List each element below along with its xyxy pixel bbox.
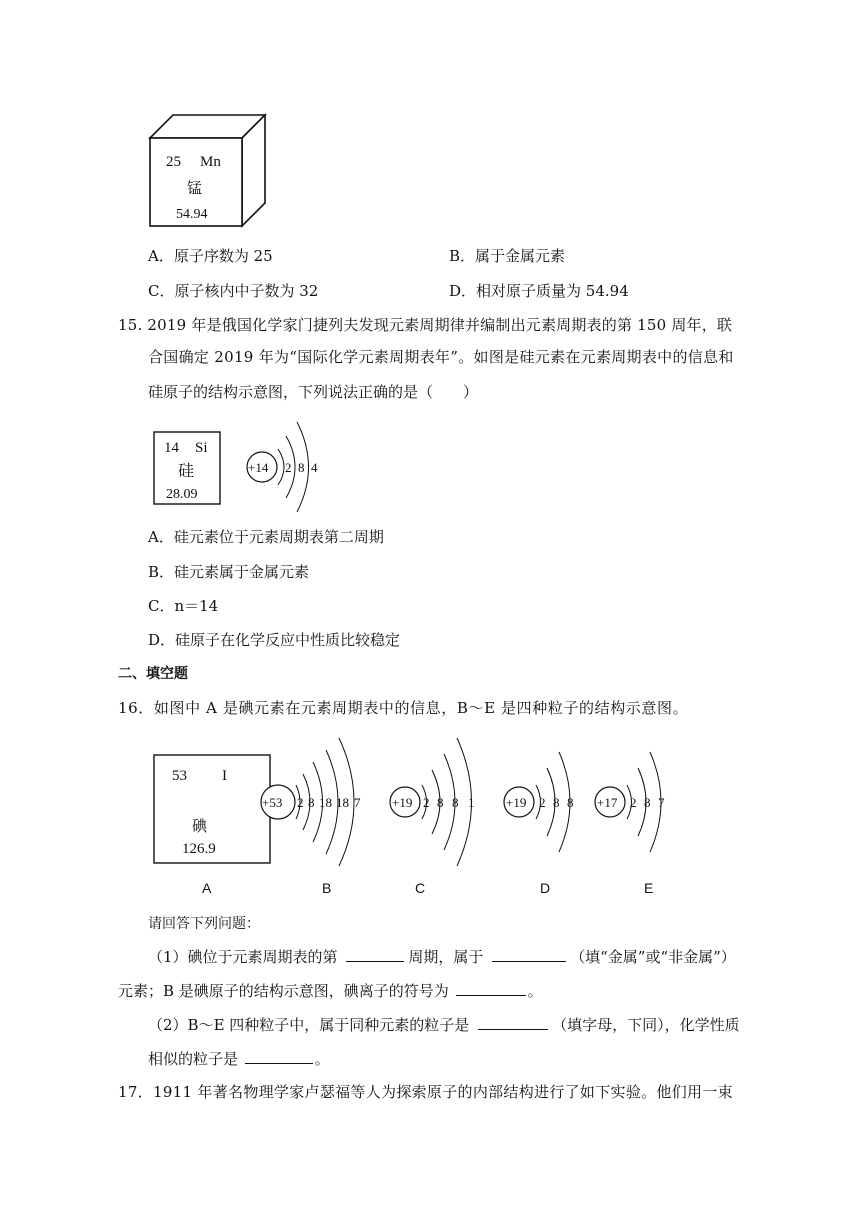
label-b: B (322, 880, 332, 896)
q15-option-a: A．硅元素位于元素周期表第二周期 (148, 528, 384, 546)
q16-part2-line2 (148, 1049, 330, 1069)
d-nucleus: +19 (506, 795, 527, 810)
q16-part1-line2 (118, 981, 543, 1001)
d-shell-1: 2 (539, 795, 546, 810)
d-shell-3: 8 (567, 795, 574, 810)
q16-p1-d: 元素；B 是碘原子的结构示意图，碘离子的符号为 (118, 982, 449, 1000)
q15-option-b: B．硅元素属于金属元素 (148, 563, 310, 581)
q15-option-c: C．n＝14 (148, 597, 219, 615)
q16-p2-a: （2）B～E 四种粒子中，属于同种元素的粒子是 (148, 1016, 470, 1034)
q15-line-3: 硅原子的结构示意图，下列说法正确的是（ ） (148, 383, 479, 401)
c-shell-3: 8 (452, 795, 459, 810)
si-symbol: Si (195, 440, 208, 456)
q14-option-b: B．属于金属元素 (449, 247, 566, 265)
q16-prompt: 请回答下列问题： (148, 916, 260, 932)
q16-p2-c: 相似的粒子是 (148, 1050, 239, 1068)
q16-line-1: 16．如图中 A 是碘元素在元素周期表中的信息，B～E 是四种粒子的结构示意图。 (118, 699, 689, 717)
label-d: D (540, 880, 551, 896)
si-element-figure (148, 412, 348, 512)
b-nucleus: +53 (262, 795, 283, 810)
metal-type-answer-blank[interactable] (492, 947, 566, 962)
b-shell-3: 18 (319, 795, 332, 810)
q16-figure (150, 730, 710, 900)
c-shell-1: 2 (423, 795, 430, 810)
mn-number: 25 (166, 154, 181, 170)
q14-option-d: D．相对原子质量为 54.94 (449, 282, 629, 300)
q16-p2-b: （填字母，下同），化学性质 (552, 1016, 740, 1034)
section-title: 二、填空题 (118, 666, 188, 682)
c-shell-2: 8 (437, 795, 444, 810)
q16-p1-a: （1）碘位于元素周期表的第 (148, 948, 338, 966)
q15-option-d: D．硅原子在化学反应中性质比较稳定 (148, 631, 401, 649)
si-nucleus: +14 (248, 460, 269, 475)
q15-line-2: 合国确定 2019 年为“国际化学元素周期表年”。如图是硅元素在元素周期表中的信息和 (148, 348, 734, 366)
e-shell-2: 8 (644, 795, 651, 810)
i-mass: 126.9 (182, 841, 216, 857)
mn-element-cube (140, 108, 275, 233)
label-c: C (415, 880, 426, 896)
si-shell-1: 2 (285, 460, 292, 475)
q16-p1-e: 。 (527, 982, 543, 1000)
si-name: 硅 (178, 461, 195, 480)
si-shell-2: 8 (298, 460, 305, 475)
q17-line-1: 17．1911 年著名物理学家卢瑟福等人为探索原子的内部结构进行了如下实验。他们用一束 (118, 1083, 733, 1101)
q16-part1-line1 (148, 947, 736, 967)
si-mass: 28.09 (166, 487, 198, 502)
mn-name: 锰 (187, 179, 203, 197)
i-name: 碘 (192, 817, 208, 835)
b-shell-4: 18 (336, 795, 349, 810)
q16-p1-b: 周期，属于 (408, 948, 484, 966)
i-number: 53 (172, 768, 187, 784)
mn-mass: 54.94 (176, 207, 208, 222)
e-shell-3: 7 (658, 795, 665, 810)
q15-line-1: 15. 2019 年是俄国化学家门捷列夫发现元素周期律并编制出元素周期表的第 150 周年，联 (118, 316, 733, 334)
i-symbol: I (222, 768, 227, 784)
e-nucleus: +17 (597, 795, 618, 810)
b-shell-5: 7 (354, 795, 361, 810)
q14-option-c: C．原子核内中子数为 32 (148, 282, 319, 300)
si-shell-3: 4 (311, 460, 318, 475)
period-answer-blank[interactable] (346, 947, 404, 962)
similar-property-answer-blank[interactable] (245, 1049, 313, 1064)
q14-option-a: A．原子序数为 25 (148, 247, 273, 265)
si-number: 14 (164, 440, 179, 456)
d-shell-2: 8 (553, 795, 560, 810)
c-shell-4: 1 (468, 795, 475, 810)
label-e: E (644, 880, 654, 896)
b-shell-1: 2 (297, 795, 304, 810)
c-nucleus: +19 (392, 795, 413, 810)
q16-part2-line1 (148, 1015, 740, 1035)
e-shell-1: 2 (630, 795, 637, 810)
iodide-symbol-answer-blank[interactable] (456, 981, 526, 996)
q16-p1-c: （填“金属”或“非金属”） (570, 948, 736, 966)
b-shell-2: 8 (308, 795, 315, 810)
q16-p2-d: 。 (314, 1050, 330, 1068)
label-a: A (202, 880, 212, 896)
same-element-answer-blank[interactable] (478, 1015, 548, 1030)
mn-symbol: Mn (200, 154, 221, 170)
